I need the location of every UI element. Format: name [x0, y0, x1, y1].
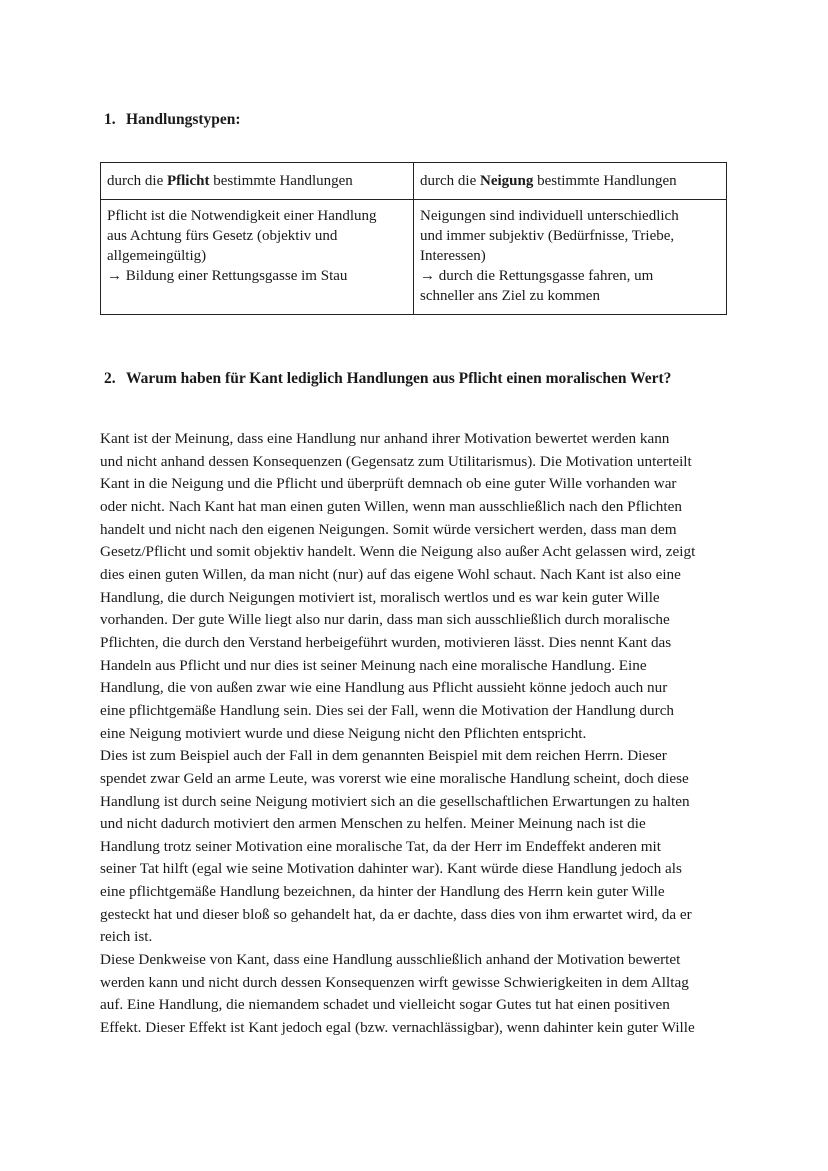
essay-line: Gesetz/Pflicht und somit objektiv handelt. Wenn die Neigung also außer Acht gelassen wird, zeigt [100, 543, 696, 561]
cell-line: Pflicht ist die Notwendigkeit einer Handlung [107, 208, 377, 224]
section-title: Handlungstypen: [126, 111, 241, 128]
essay-line: Handeln aus Pflicht und nur dies ist seiner Meinung nach eine moralische Handlung. Eine [100, 656, 647, 674]
duty-body-cell [101, 200, 414, 315]
action-types-table [100, 162, 727, 315]
duty-header-cell [101, 163, 414, 200]
inclination-header-cell [414, 163, 727, 200]
essay-line: oder nicht. Nach Kant hat man einen guten Willen, wenn man ausschließlich nach den Pflichten [100, 497, 682, 515]
essay-line: dies einen guten Willen, da man nicht (nur) auf das eigene Wohl schaut. Nach Kant ist also eine [100, 565, 681, 583]
essay-line: Kant in die Neigung und die Pflicht und überprüft demnach ob eine guter Wille vorhanden war [100, 475, 677, 493]
essay-line: eine pflichtgemäße Handlung bezeichnen, da hinter der Handlung des Herrn kein guter Wille [100, 883, 665, 901]
essay-line: und nicht dadurch motiviert den armen Menschen zu helfen. Meiner Meinung nach ist die [100, 815, 646, 833]
header-text: durch die [107, 173, 167, 189]
essay-line: seiner Tat hilft (egal wie seine Motivation dahinter war). Kant würde diese Handlung jedoch als [100, 860, 682, 878]
essay-line: Handlung ist durch seine Neigung motiviert sich an die gesellschaftlichen Erwartungen zu halten [100, 792, 690, 810]
essay-body [100, 428, 740, 1040]
essay-line: Handlung trotz seiner Motivation eine moralische Tat, da der Herr im Endeffekt anderen mit [100, 837, 661, 855]
essay-line: handelt und nicht nach den eigenen Neigungen. Somit würde versichert werden, dass man dem [100, 520, 677, 538]
cell-line: schneller ans Ziel zu kommen [420, 288, 600, 304]
essay-line: eine Neigung motiviert wurde und diese Neigung nicht den Pflichten entspricht. [100, 724, 587, 742]
header-text: bestimmte Handlungen [209, 173, 353, 189]
essay-line: eine pflichtgemäße Handlung sein. Dies sei der Fall, wenn die Motivation der Handlung durch [100, 701, 675, 719]
cell-line: allgemeingültig) [107, 248, 207, 264]
essay-line: gesteckt hat und dieser bloß so gehandelt hat, da er dachte, dass dies von ihm erwartet wird, da er [100, 905, 692, 923]
essay-line: Handlung, die von außen zwar wie eine Handlung aus Pflicht aussieht könne jedoch auch nur [100, 679, 668, 697]
section-number: 2. [104, 370, 116, 387]
cell-line: und immer subjektiv (Bedürfnisse, Triebe, [420, 228, 675, 244]
cell-line: → durch die Rettungsgasse fahren, um [420, 268, 654, 284]
section-number: 1. [104, 111, 116, 128]
essay-line: Handlung, die durch Neigungen motiviert ist, moralisch wertlos und es war kein guter Wille [100, 588, 660, 606]
essay-line: und nicht anhand dessen Konsequenzen (Gegensatz zum Utilitarismus). Die Motivation unterteilt [100, 452, 692, 470]
essay-line: Effekt. Dieser Effekt ist Kant jedoch egal (bzw. vernachlässigbar), wenn dahinter kein guter Wille [100, 1019, 695, 1037]
essay-line: Dies ist zum Beispiel auch der Fall in dem genannten Beispiel mit dem reichen Herrn. Dieser [100, 747, 667, 765]
table-header-row [101, 163, 727, 200]
header-bold-term: Pflicht [166, 173, 210, 189]
essay-line: Pflichten, die durch den Verstand herbeigeführt wurden, motivieren lässt. Dies nennt Kant das [100, 633, 672, 651]
section-heading-1 [104, 111, 241, 129]
header-text: bestimmte Handlungen [533, 173, 677, 189]
section-title: Warum haben für Kant lediglich Handlungen aus Pflicht einen moralischen Wert? [126, 370, 672, 387]
essay-line: werden kann und nicht durch dessen Konsequenzen wirft gewisse Schwierigkeiten in dem Alltag [100, 973, 689, 991]
essay-line: reich ist. [100, 928, 153, 946]
section-heading-2 [104, 370, 671, 388]
inclination-body-cell [414, 200, 727, 315]
essay-line: Diese Denkweise von Kant, dass eine Handlung ausschließlich anhand der Motivation bewertet [100, 951, 681, 969]
cell-line: Interessen) [420, 248, 486, 264]
header-text: durch die [420, 173, 480, 189]
table-body-row [101, 200, 727, 315]
cell-line: aus Achtung fürs Gesetz (objektiv und [107, 228, 338, 244]
header-bold-term: Neigung [479, 173, 534, 189]
cell-line: → Bildung einer Rettungsgasse im Stau [107, 268, 348, 284]
essay-line: Kant ist der Meinung, dass eine Handlung nur anhand ihrer Motivation bewertet werden kann [100, 430, 670, 447]
essay-line: spendet zwar Geld an arme Leute, was vorerst wie eine moralische Handlung scheint, doch diese [100, 769, 689, 787]
cell-line: Neigungen sind individuell unterschiedlich [420, 208, 679, 224]
essay-line: vorhanden. Der gute Wille liegt also nur darin, dass man sich ausschließlich durch moralische [100, 611, 670, 629]
essay-line: auf. Eine Handlung, die niemandem schadet und vielleicht sogar Gutes tut hat einen positiven [100, 996, 670, 1014]
